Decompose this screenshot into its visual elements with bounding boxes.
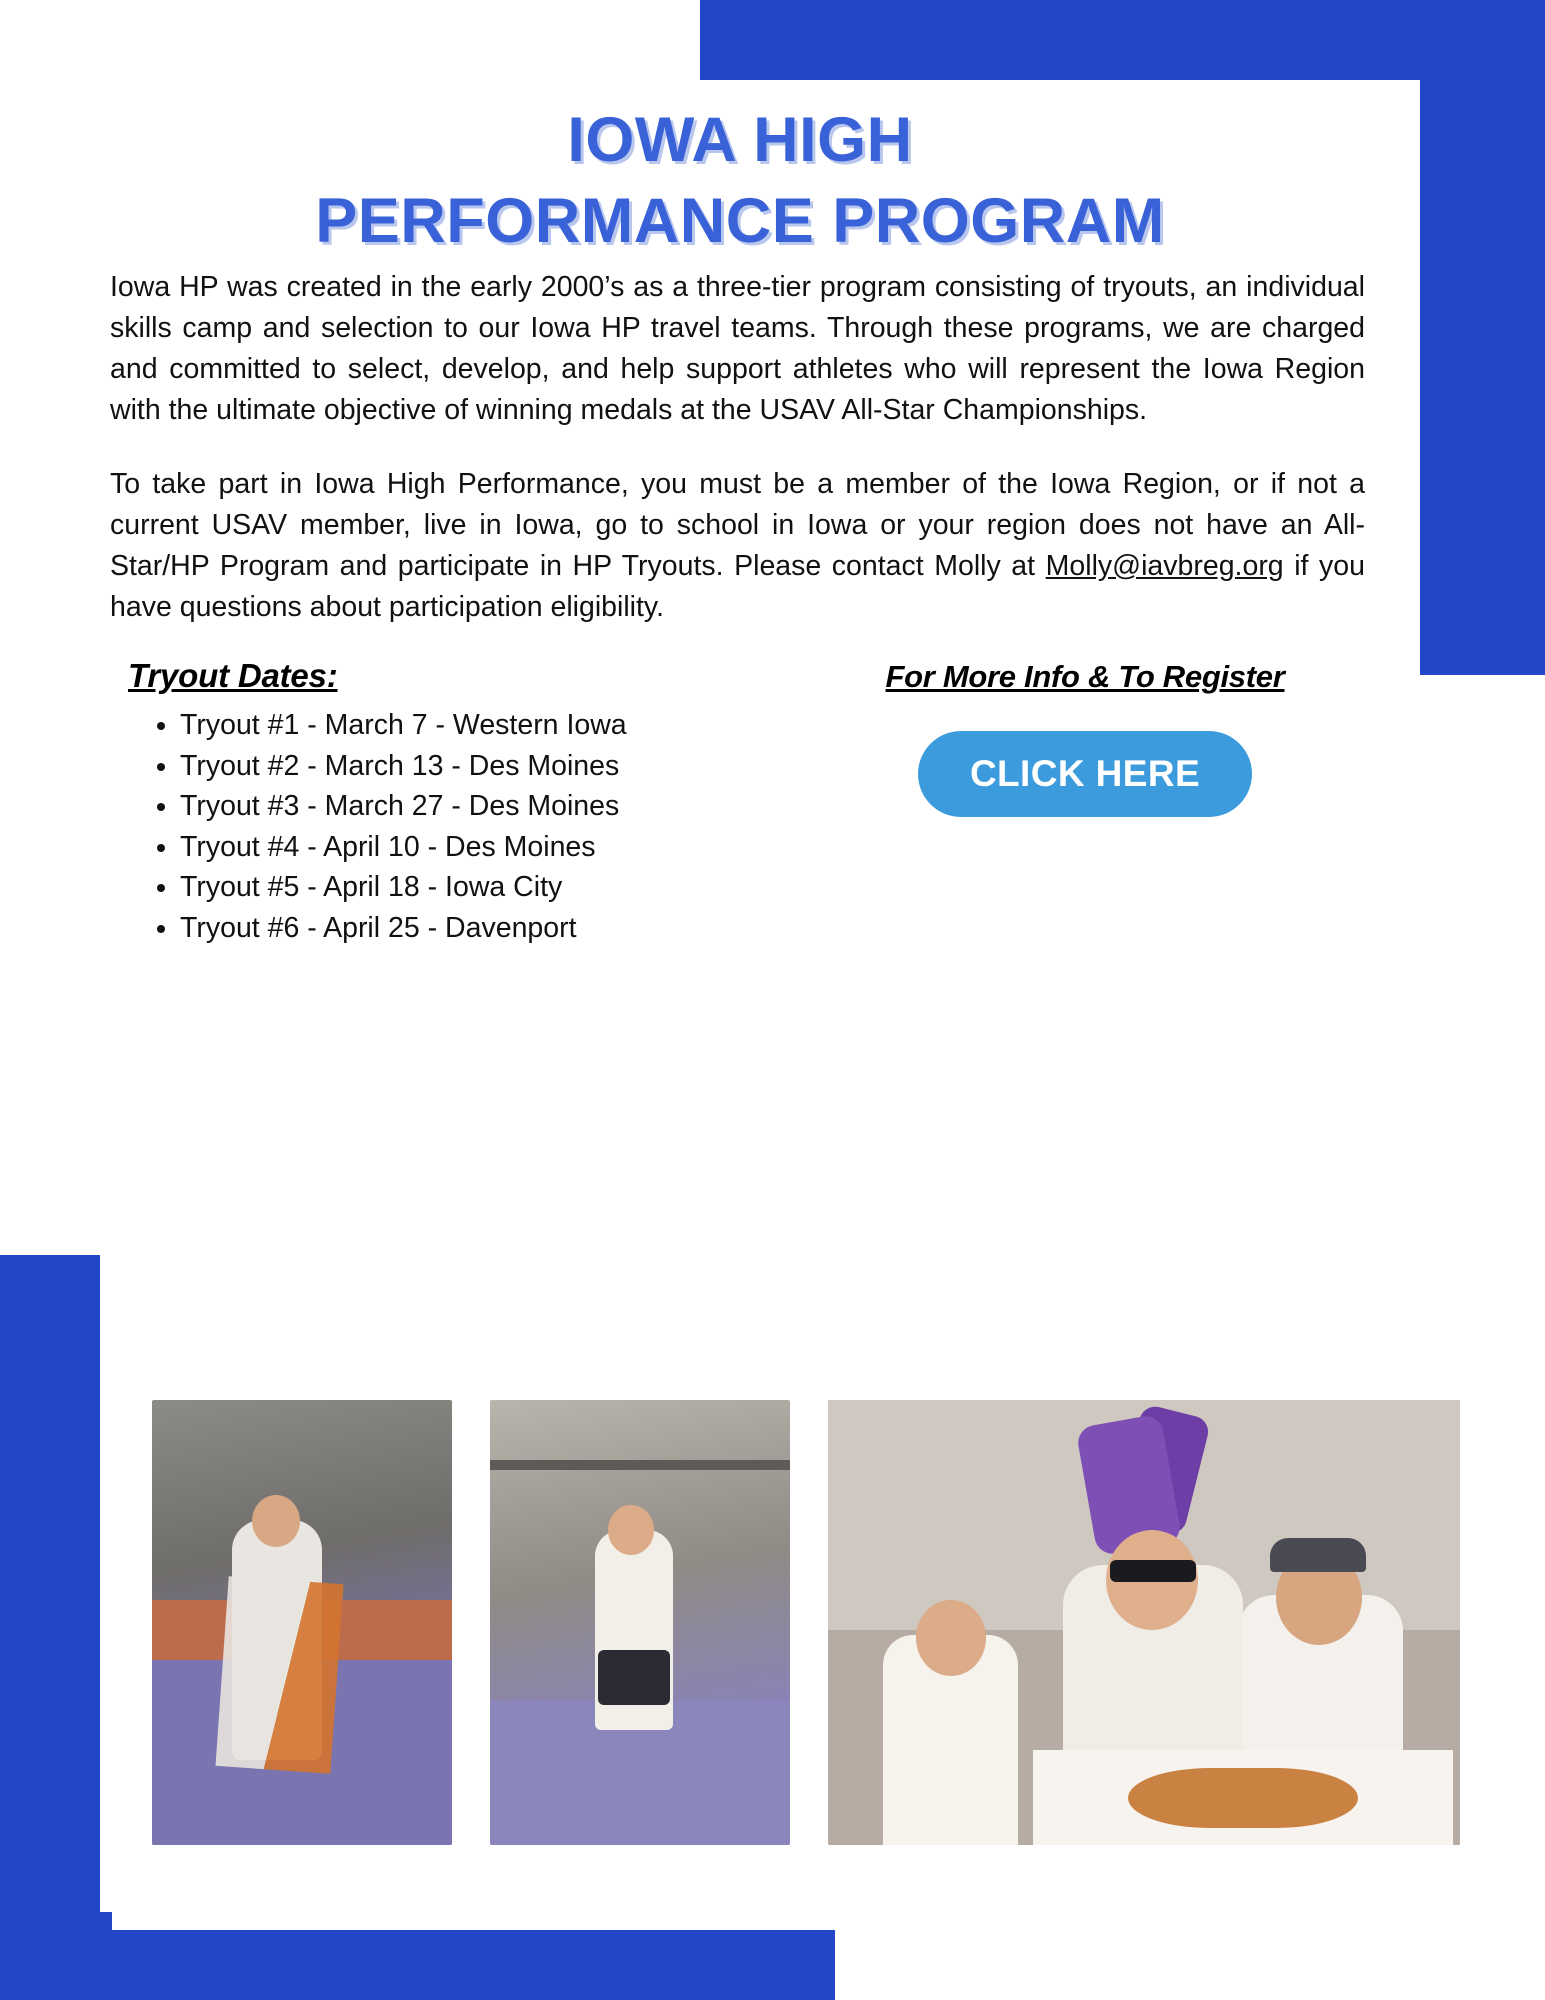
page-title-line1: IOWA HIGH [567, 105, 913, 175]
photo-strip [152, 1400, 1482, 1850]
photo-player-number-14 [490, 1400, 790, 1845]
list-item: • Tryout #2 - March 13 - Des Moines [180, 746, 770, 786]
page-title-line2: PERFORMANCE PROGRAM [315, 185, 1165, 256]
info-columns [110, 657, 1400, 948]
tryout-dates-heading: Tryout Dates: [128, 657, 338, 695]
tryout-dates-list [110, 705, 770, 948]
email-link[interactable]: Molly@iavbreg.org [1045, 549, 1284, 582]
photo-team-with-banner [828, 1400, 1460, 1845]
list-item: • Tryout #1 - March 7 - Western Iowa [180, 705, 770, 745]
list-item: • Tryout #6 - April 25 - Davenport [180, 908, 770, 948]
eligibility-text-after-link: if you have questions about participation eligibility. [110, 549, 1365, 623]
decorative-blue-block-left [0, 1255, 112, 2000]
flyer-content [110, 100, 1410, 948]
decorative-blue-block-bottom [0, 1930, 835, 2000]
click-here-button[interactable]: CLICK HERE [918, 731, 1252, 817]
eligibility-paragraph [110, 464, 1365, 627]
register-column [770, 657, 1400, 948]
tryout-dates-column [110, 657, 770, 948]
eligibility-text-before-link: To take part in Iowa High Performance, you must be a member of the Iowa Region, or if not a current USAV member, live in Iowa, go to school in Iowa or your region does not have an All-Star/HP Program and participate in HP Tryouts. Please contact Molly at [110, 468, 1365, 582]
intro-paragraph: Iowa HP was created in the early 2000’s as a three-tier program consisting of tryouts, an individual skills camp and selection to our Iowa HP travel teams. Through these programs, we are charged and committed to select, develop, and help support athletes who will represent the Iowa Region with the ultimate objective of winning medals at the USAV All-Star Championships. [110, 271, 1365, 426]
list-item: • Tryout #3 - March 27 - Des Moines [180, 786, 770, 826]
photo-athlete-with-medal [152, 1400, 452, 1845]
list-item: • Tryout #5 - April 18 - Iowa City [180, 867, 770, 907]
list-item: • Tryout #4 - April 10 - Des Moines [180, 827, 770, 867]
register-heading: For More Info & To Register [885, 659, 1285, 695]
page-title [110, 100, 1370, 261]
